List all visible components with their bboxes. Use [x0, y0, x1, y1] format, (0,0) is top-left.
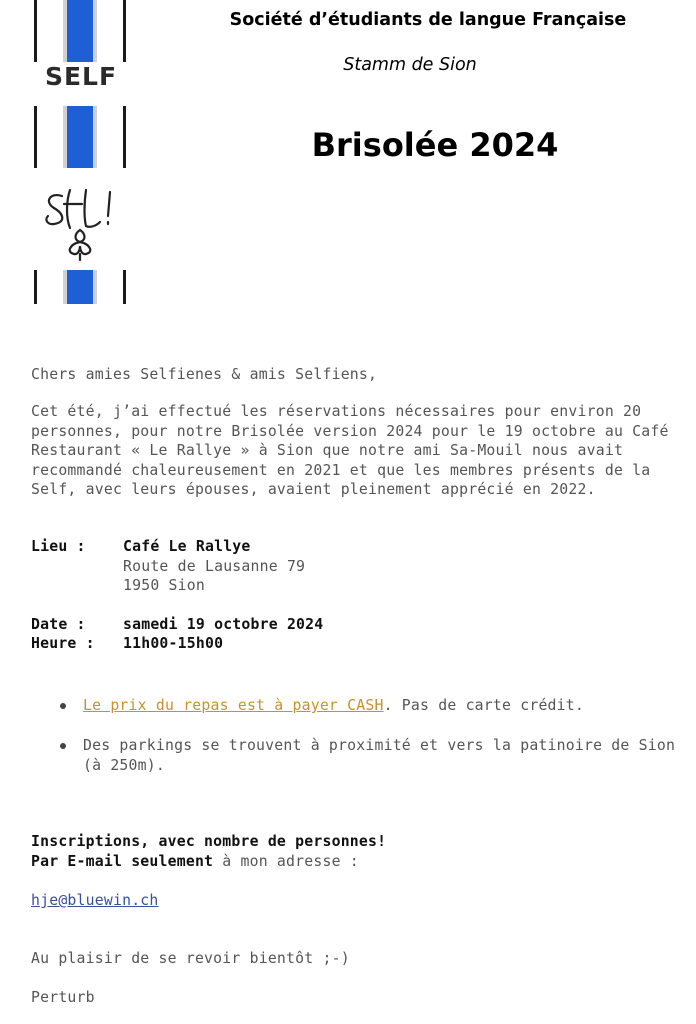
lieu-street-row [31, 558, 305, 575]
stamm-subtitle: Stamm de Sion [343, 55, 477, 75]
logo-stripes-bottom [34, 270, 126, 304]
heure-label: Heure : [31, 635, 95, 652]
registration-line2-bold: Par E-mail seulement [31, 853, 214, 870]
farewell: Au plaisir de se revoir bientôt ;-) [31, 950, 350, 967]
bullet-icon [60, 743, 66, 749]
date-row [31, 616, 323, 633]
registration-method [31, 853, 359, 870]
event-title: Brisolée 2024 [311, 126, 559, 164]
intro-paragraph: Cet été, j’ai effectué les réservations nécessaires pour environ 20 personnes, pour notre Brisolée version 2024 pour le 19 octobre au Café Restaurant « Le Rallye » à Sion que notre ami Sa-Mouil nous avait recommandé chaleureusement en 2021 et que les membres présents de la Self, avec leurs épouses, avaient pleinement apprécié en 2022. [31, 403, 669, 499]
sfl-monogram-icon [40, 182, 120, 262]
bullet-icon [60, 703, 66, 709]
list-item-parking [60, 736, 680, 776]
lieu-row [31, 538, 251, 555]
logo-stripes-top [34, 0, 126, 62]
lieu-city-row [31, 577, 205, 594]
email-link[interactable]: hje@bluewin.ch [31, 892, 159, 909]
date-value: samedi 19 octobre 2024 [123, 616, 324, 633]
lieu-name: Café Le Rallye [123, 538, 251, 555]
heure-value: 11h00-15h00 [123, 635, 224, 652]
self-logo [30, 0, 130, 310]
info-bullets [60, 696, 680, 796]
list-item-price [60, 696, 680, 716]
registration-line1: Inscriptions, avec nombre de personnes! [31, 833, 387, 850]
registration-heading [31, 833, 386, 850]
lieu-city: 1950 Sion [123, 577, 205, 594]
lieu-street: Route de Lausanne 79 [123, 558, 306, 575]
price-rest: . Pas de carte crédit. [383, 697, 584, 714]
lieu-label: Lieu : [31, 538, 86, 555]
logo-self-text: SELF [44, 62, 118, 91]
parking-text: Des parkings se trouvent à proximité et vers la patinoire de Sion (à 250m). [83, 737, 676, 774]
society-name: Société d’étudiants de langue Française [229, 10, 627, 30]
heure-row [31, 635, 223, 652]
date-label: Date : [31, 616, 86, 633]
signature: Perturb [31, 989, 95, 1006]
registration-line2-rest: à mon adresse : [213, 853, 359, 870]
logo-stripes-middle [34, 106, 126, 168]
price-link[interactable]: Le prix du repas est à payer CASH [83, 697, 384, 714]
greeting: Chers amies Selfienes & amis Selfiens, [31, 366, 378, 383]
